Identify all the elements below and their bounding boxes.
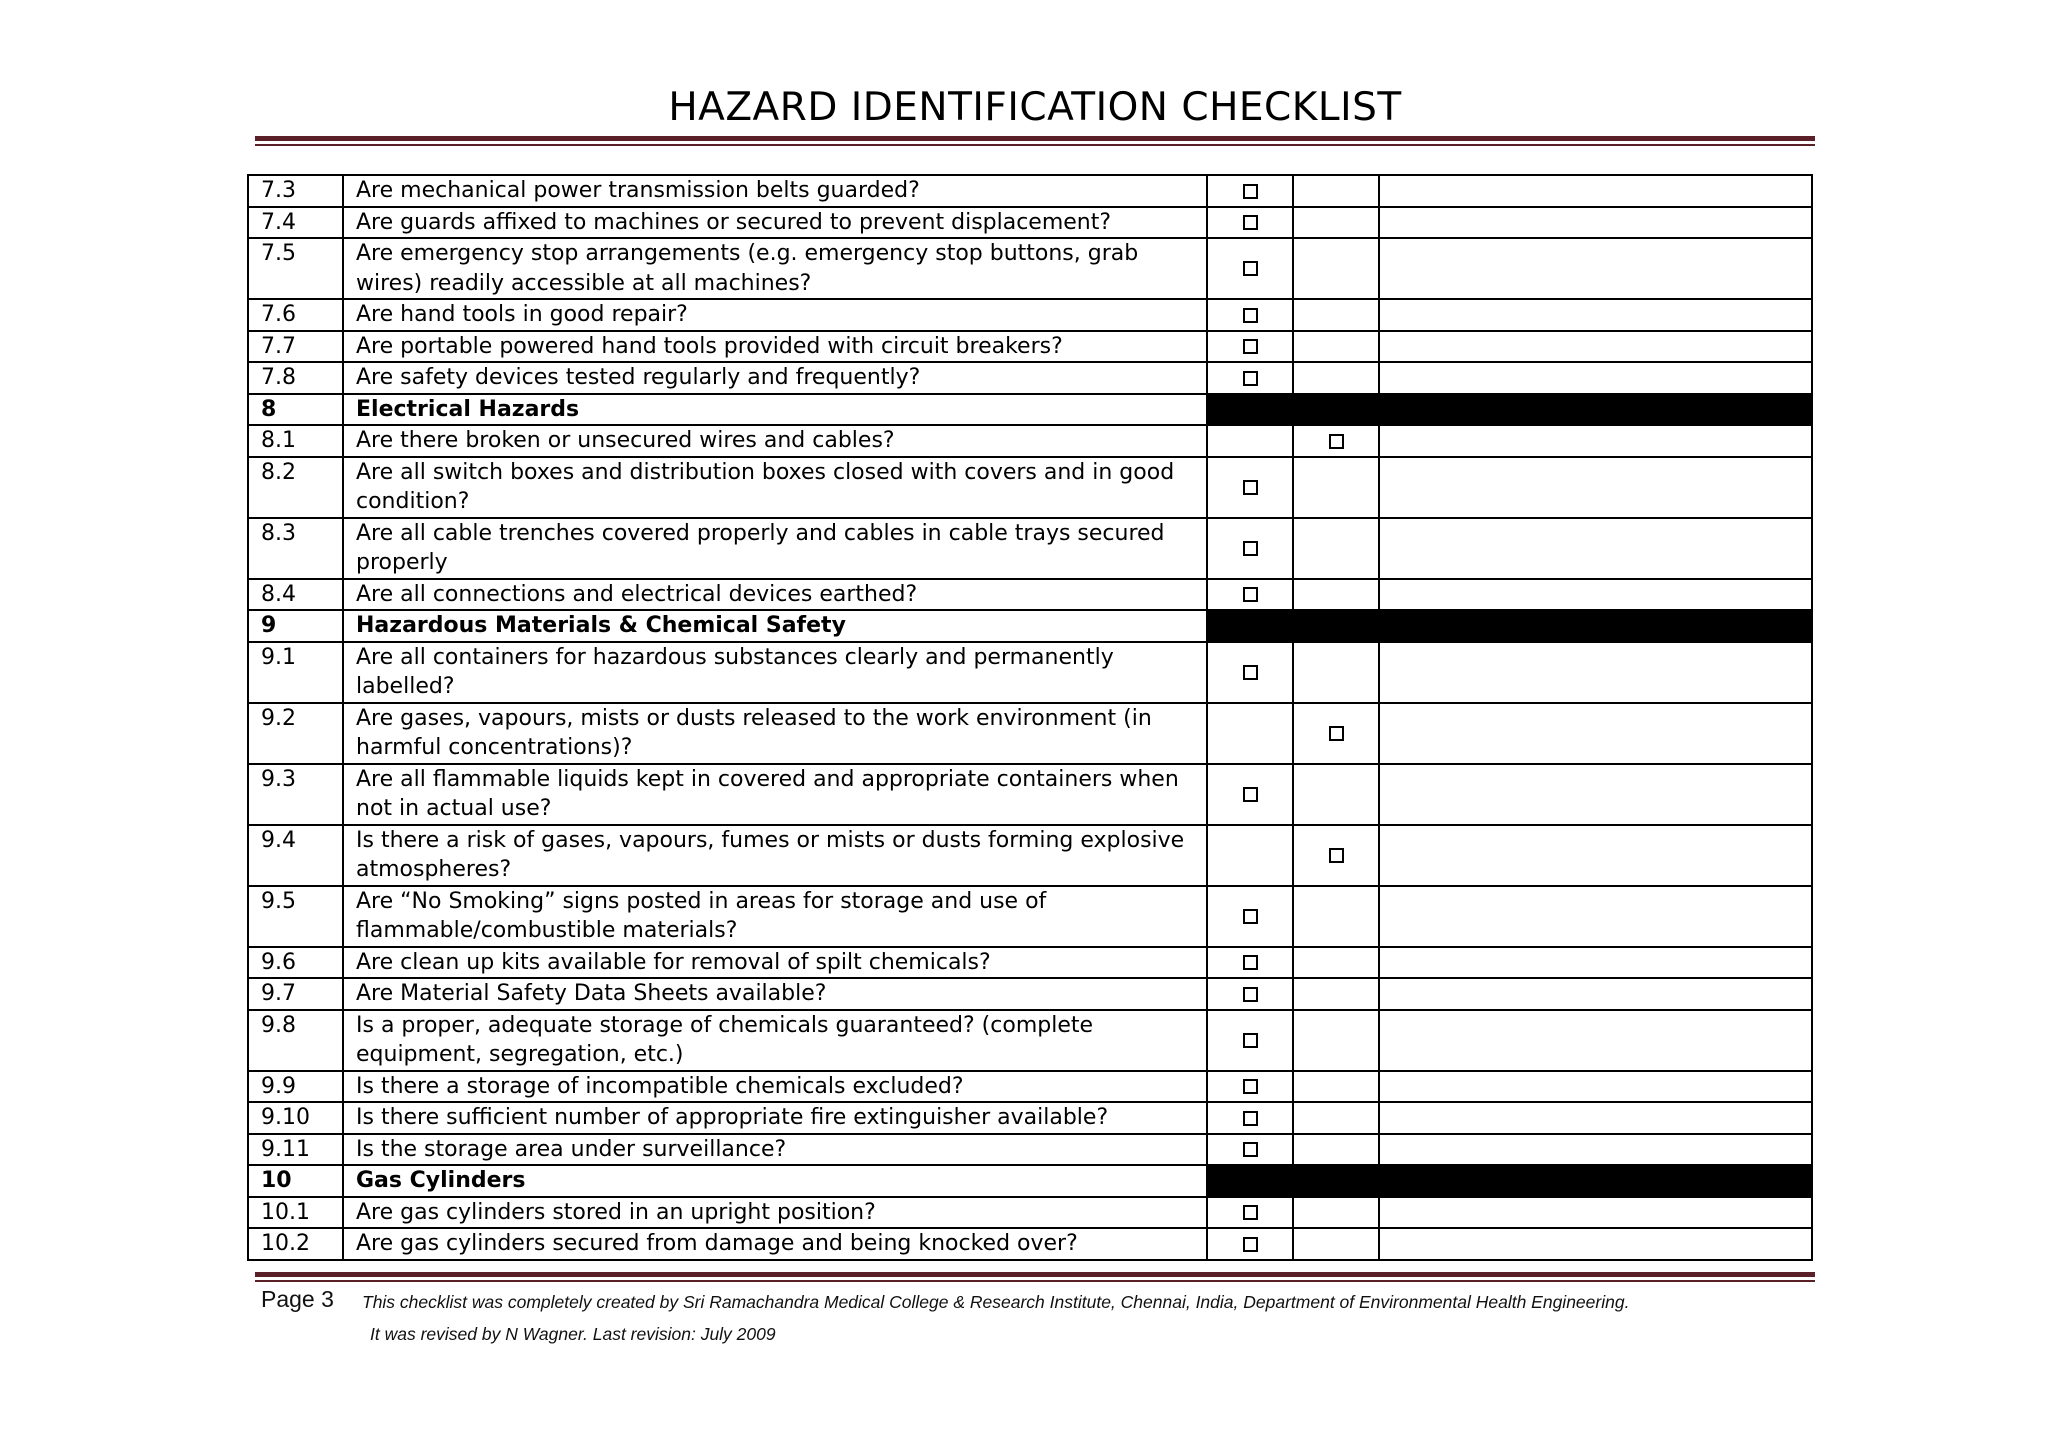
question-text: Are guards affixed to machines or secured to prevent displacement? [343, 207, 1207, 239]
section-filler-cell [1379, 394, 1812, 426]
no-cell [1293, 825, 1379, 886]
remarks-cell [1379, 331, 1812, 363]
no-cell [1293, 1134, 1379, 1166]
yes-cell [1207, 642, 1293, 703]
item-number: 7.3 [248, 175, 343, 207]
section-filler-cell [1293, 1165, 1379, 1197]
checklist-row [248, 886, 1812, 947]
question-text: Is there sufficient number of appropriate fire extinguisher available? [343, 1102, 1207, 1134]
remarks-cell [1379, 978, 1812, 1010]
no-cell [1293, 457, 1379, 518]
item-number: 8.4 [248, 579, 343, 611]
item-number: 7.7 [248, 331, 343, 363]
section-title: Electrical Hazards [343, 394, 1207, 426]
checkbox-icon[interactable] [1243, 339, 1258, 354]
item-number: 9.7 [248, 978, 343, 1010]
checkbox-icon[interactable] [1243, 261, 1258, 276]
yes-cell [1207, 764, 1293, 825]
remarks-cell [1379, 425, 1812, 457]
question-text: Are hand tools in good repair? [343, 299, 1207, 331]
yes-cell [1207, 207, 1293, 239]
item-number: 8.3 [248, 518, 343, 579]
section-header-row [248, 394, 1812, 426]
yes-cell [1207, 425, 1293, 457]
question-text: Are Material Safety Data Sheets available? [343, 978, 1207, 1010]
item-number: 8.2 [248, 457, 343, 518]
remarks-cell [1379, 703, 1812, 764]
footer-revision: It was revised by N Wagner. Last revision: July 2009 [370, 1324, 776, 1344]
section-filler-cell [1379, 610, 1812, 642]
no-cell [1293, 1071, 1379, 1103]
checkbox-icon[interactable] [1243, 987, 1258, 1002]
question-text: Are emergency stop arrangements (e.g. emergency stop buttons, grab wires) readily accessible at all machines? [343, 238, 1207, 299]
checkbox-icon[interactable] [1329, 848, 1344, 863]
question-text: Are portable powered hand tools provided with circuit breakers? [343, 331, 1207, 363]
remarks-cell [1379, 825, 1812, 886]
yes-cell [1207, 947, 1293, 979]
question-text: Are all flammable liquids kept in covered and appropriate containers when not in actual use? [343, 764, 1207, 825]
question-text: Are “No Smoking” signs posted in areas for storage and use of flammable/combustible materials? [343, 886, 1207, 947]
item-number: 9.1 [248, 642, 343, 703]
question-text: Are all containers for hazardous substances clearly and permanently labelled? [343, 642, 1207, 703]
checkbox-icon[interactable] [1243, 1237, 1258, 1252]
checklist-table [247, 174, 1813, 1261]
remarks-cell [1379, 175, 1812, 207]
checklist-row [248, 1102, 1812, 1134]
checklist-row [248, 764, 1812, 825]
checklist-row [248, 579, 1812, 611]
checkbox-icon[interactable] [1243, 541, 1258, 556]
checkbox-icon[interactable] [1329, 434, 1344, 449]
checklist-row [248, 1071, 1812, 1103]
question-text: Are safety devices tested regularly and frequently? [343, 362, 1207, 394]
footer-credit: This checklist was completely created by Sri Ramachandra Medical College & Research Institute, Chennai, India, Department of Environmental Health Engineering. [362, 1292, 1630, 1312]
no-cell [1293, 518, 1379, 579]
checkbox-icon[interactable] [1243, 308, 1258, 323]
checklist-row [248, 238, 1812, 299]
question-text: Are there broken or unsecured wires and cables? [343, 425, 1207, 457]
checklist-row [248, 1197, 1812, 1229]
checkbox-icon[interactable] [1243, 1205, 1258, 1220]
no-cell [1293, 1228, 1379, 1260]
yes-cell [1207, 703, 1293, 764]
checklist-row [248, 1134, 1812, 1166]
checklist-row [248, 978, 1812, 1010]
item-number: 8 [248, 394, 343, 426]
page-title: HAZARD IDENTIFICATION CHECKLIST [668, 85, 1402, 130]
remarks-cell [1379, 1010, 1812, 1071]
no-cell [1293, 947, 1379, 979]
question-text: Are mechanical power transmission belts guarded? [343, 175, 1207, 207]
remarks-cell [1379, 764, 1812, 825]
yes-cell [1207, 1228, 1293, 1260]
yes-cell [1207, 825, 1293, 886]
no-cell [1293, 1010, 1379, 1071]
yes-cell [1207, 175, 1293, 207]
yes-cell [1207, 518, 1293, 579]
section-filler-cell [1207, 394, 1293, 426]
yes-cell [1207, 1197, 1293, 1229]
remarks-cell [1379, 518, 1812, 579]
yes-cell [1207, 238, 1293, 299]
checklist-row [248, 425, 1812, 457]
checkbox-icon[interactable] [1243, 909, 1258, 924]
no-cell [1293, 764, 1379, 825]
no-cell [1293, 978, 1379, 1010]
checklist-row [248, 947, 1812, 979]
item-number: 10 [248, 1165, 343, 1197]
item-number: 10.2 [248, 1228, 343, 1260]
no-cell [1293, 299, 1379, 331]
no-cell [1293, 207, 1379, 239]
item-number: 7.8 [248, 362, 343, 394]
remarks-cell [1379, 238, 1812, 299]
no-cell [1293, 1197, 1379, 1229]
yes-cell [1207, 299, 1293, 331]
checklist-row [248, 362, 1812, 394]
no-cell [1293, 703, 1379, 764]
no-cell [1293, 238, 1379, 299]
checkbox-icon[interactable] [1243, 665, 1258, 680]
question-text: Are gas cylinders secured from damage and being knocked over? [343, 1228, 1207, 1260]
footer-divider [255, 1272, 1815, 1282]
checkbox-icon[interactable] [1243, 1079, 1258, 1094]
item-number: 7.4 [248, 207, 343, 239]
no-cell [1293, 331, 1379, 363]
header-divider [255, 136, 1815, 146]
yes-cell [1207, 1134, 1293, 1166]
item-number: 7.6 [248, 299, 343, 331]
checklist-row [248, 299, 1812, 331]
item-number: 9.10 [248, 1102, 343, 1134]
remarks-cell [1379, 886, 1812, 947]
item-number: 9.5 [248, 886, 343, 947]
section-header-row [248, 1165, 1812, 1197]
no-cell [1293, 362, 1379, 394]
question-text: Are all connections and electrical devices earthed? [343, 579, 1207, 611]
checkbox-icon[interactable] [1243, 1142, 1258, 1157]
checklist-body [248, 175, 1812, 1260]
no-cell [1293, 175, 1379, 207]
remarks-cell [1379, 362, 1812, 394]
checkbox-icon[interactable] [1243, 371, 1258, 386]
section-filler-cell [1207, 1165, 1293, 1197]
checklist-row [248, 1010, 1812, 1071]
question-text: Are all switch boxes and distribution boxes closed with covers and in good condition? [343, 457, 1207, 518]
question-text: Is there a risk of gases, vapours, fumes or mists or dusts forming explosive atmospheres? [343, 825, 1207, 886]
checkbox-icon[interactable] [1329, 726, 1344, 741]
remarks-cell [1379, 299, 1812, 331]
item-number: 9.8 [248, 1010, 343, 1071]
checkbox-icon[interactable] [1243, 1033, 1258, 1048]
remarks-cell [1379, 1071, 1812, 1103]
no-cell [1293, 1102, 1379, 1134]
remarks-cell [1379, 1228, 1812, 1260]
section-title: Gas Cylinders [343, 1165, 1207, 1197]
section-filler-cell [1379, 1165, 1812, 1197]
yes-cell [1207, 457, 1293, 518]
no-cell [1293, 642, 1379, 703]
item-number: 10.1 [248, 1197, 343, 1229]
section-title: Hazardous Materials & Chemical Safety [343, 610, 1207, 642]
item-number: 9.6 [248, 947, 343, 979]
checkbox-icon[interactable] [1243, 1111, 1258, 1126]
remarks-cell [1379, 1102, 1812, 1134]
checklist-row [248, 703, 1812, 764]
yes-cell [1207, 1102, 1293, 1134]
checklist-row [248, 825, 1812, 886]
checkbox-icon[interactable] [1243, 955, 1258, 970]
yes-cell [1207, 886, 1293, 947]
question-text: Is there a storage of incompatible chemicals excluded? [343, 1071, 1207, 1103]
yes-cell [1207, 978, 1293, 1010]
checklist-row [248, 1228, 1812, 1260]
section-header-row [248, 610, 1812, 642]
checkbox-icon[interactable] [1243, 215, 1258, 230]
remarks-cell [1379, 579, 1812, 611]
item-number: 7.5 [248, 238, 343, 299]
yes-cell [1207, 579, 1293, 611]
question-text: Is the storage area under surveillance? [343, 1134, 1207, 1166]
section-filler-cell [1207, 610, 1293, 642]
checklist-row [248, 331, 1812, 363]
checklist-row [248, 175, 1812, 207]
yes-cell [1207, 362, 1293, 394]
item-number: 9.4 [248, 825, 343, 886]
no-cell [1293, 886, 1379, 947]
question-text: Is a proper, adequate storage of chemicals guaranteed? (complete equipment, segregation, etc.) [343, 1010, 1207, 1071]
checkbox-icon[interactable] [1243, 787, 1258, 802]
checkbox-icon[interactable] [1243, 587, 1258, 602]
item-number: 9.11 [248, 1134, 343, 1166]
checklist-row [248, 642, 1812, 703]
section-filler-cell [1293, 610, 1379, 642]
question-text: Are clean up kits available for removal of spilt chemicals? [343, 947, 1207, 979]
item-number: 9 [248, 610, 343, 642]
checkbox-icon[interactable] [1243, 480, 1258, 495]
item-number: 9.2 [248, 703, 343, 764]
checklist-row [248, 207, 1812, 239]
checklist-row [248, 518, 1812, 579]
question-text: Are gases, vapours, mists or dusts released to the work environment (in harmful concentrations)? [343, 703, 1207, 764]
remarks-cell [1379, 947, 1812, 979]
yes-cell [1207, 1010, 1293, 1071]
checkbox-icon[interactable] [1243, 184, 1258, 199]
yes-cell [1207, 331, 1293, 363]
remarks-cell [1379, 457, 1812, 518]
question-text: Are gas cylinders stored in an upright position? [343, 1197, 1207, 1229]
section-filler-cell [1293, 394, 1379, 426]
remarks-cell [1379, 1197, 1812, 1229]
checklist-row [248, 457, 1812, 518]
item-number: 9.3 [248, 764, 343, 825]
item-number: 8.1 [248, 425, 343, 457]
page-number: Page 3 [261, 1286, 334, 1312]
remarks-cell [1379, 1134, 1812, 1166]
item-number: 9.9 [248, 1071, 343, 1103]
question-text: Are all cable trenches covered properly and cables in cable trays secured properly [343, 518, 1207, 579]
no-cell [1293, 425, 1379, 457]
remarks-cell [1379, 207, 1812, 239]
yes-cell [1207, 1071, 1293, 1103]
no-cell [1293, 579, 1379, 611]
remarks-cell [1379, 642, 1812, 703]
